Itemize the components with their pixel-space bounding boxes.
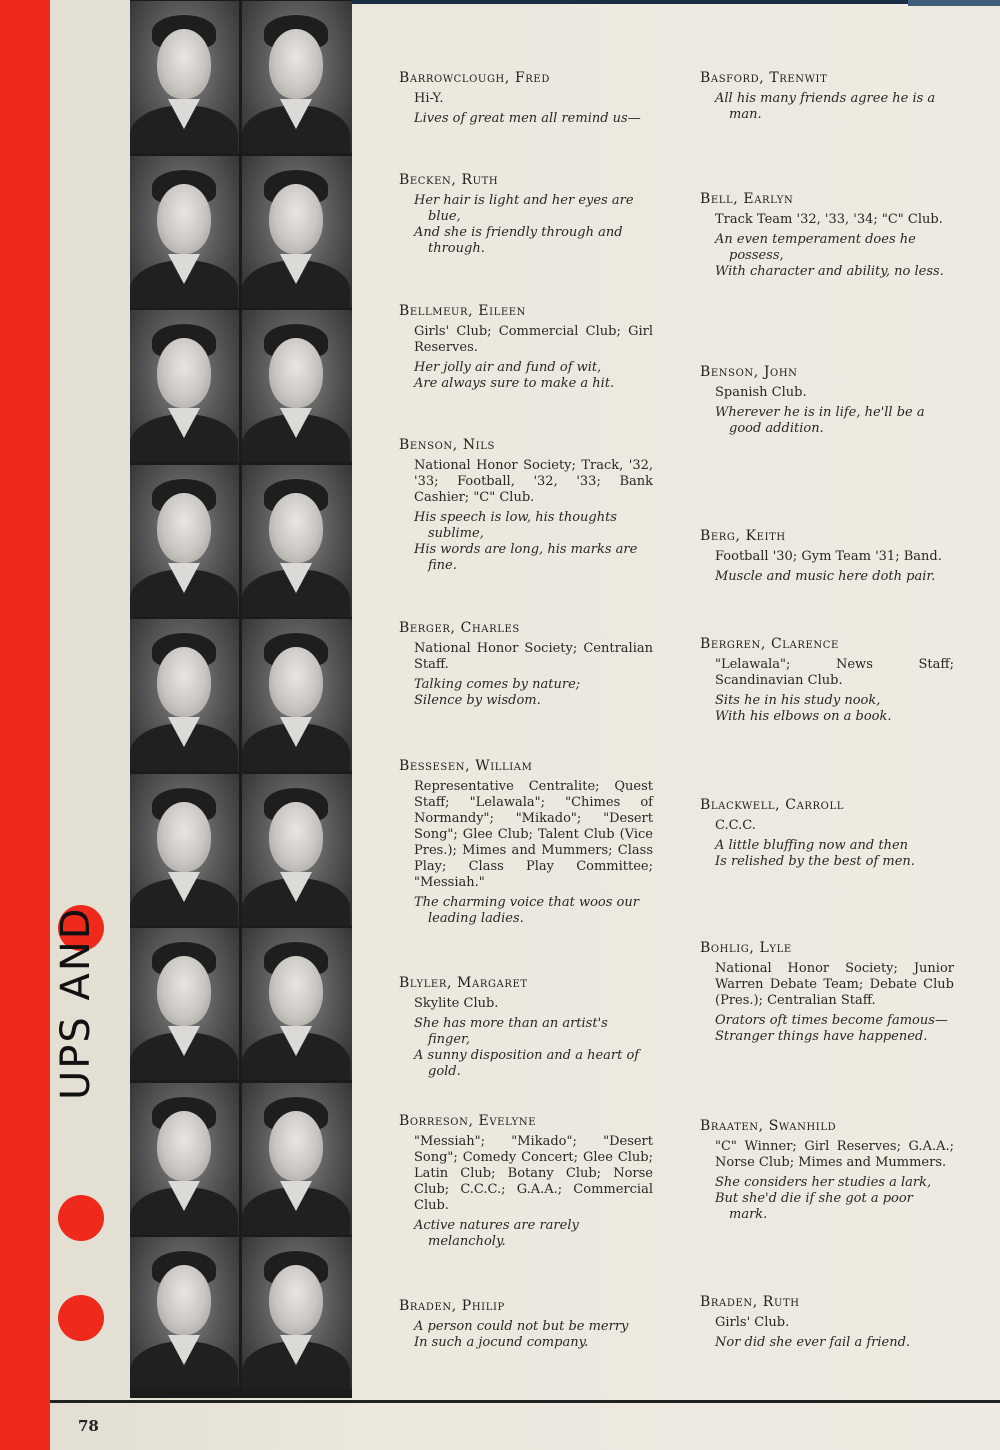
student-activities: Girls' Club. [715, 1315, 790, 1330]
student-name: Bergren, Clarence [700, 636, 839, 652]
student-portrait [130, 310, 239, 462]
student-portrait [242, 1083, 352, 1235]
student-verse [414, 1319, 653, 1351]
student-activities: Track Team '32, '33, '34; "C" Club. [715, 212, 943, 227]
student-portrait [130, 619, 239, 771]
student-portrait [130, 156, 239, 308]
verse-line: The charming voice that woos our leading ladies. [414, 895, 639, 926]
student-verse [414, 1218, 653, 1250]
verse-line: With his elbows on a book. [715, 709, 892, 724]
red-dot-icon [58, 1295, 104, 1341]
student-entry [700, 364, 954, 437]
student-portrait [130, 465, 239, 617]
top-rule [340, 0, 910, 4]
verse-line: Her hair is light and her eyes are blue, [414, 193, 634, 224]
student-activities: Football '30; Gym Team '31; Band. [715, 549, 942, 564]
student-entry [399, 620, 653, 709]
page-number: 78 [78, 1417, 99, 1435]
student-entry [399, 1113, 653, 1250]
student-portrait [130, 1083, 239, 1235]
verse-line: Orators oft times become famous— [715, 1013, 948, 1028]
student-name: Basford, Trenwit [700, 70, 828, 86]
student-name: Becken, Ruth [399, 172, 499, 188]
student-name: Benson, Nils [399, 437, 495, 453]
verse-line: Sits he in his study nook, [715, 693, 881, 708]
student-activities: National Honor Society; Junior Warren Debate Team; Debate Club (Pres.); Centralian Staff. [715, 961, 954, 1008]
student-entry [700, 1118, 954, 1223]
bottom-rule [50, 1400, 1000, 1403]
student-verse [414, 677, 653, 709]
verse-line: Are always sure to make a hit. [414, 376, 615, 391]
verse-line: A person could not but be merry [414, 1319, 629, 1334]
student-entry [700, 797, 954, 870]
student-portrait [242, 1, 352, 153]
verse-line: Is relished by the best of men. [715, 854, 915, 869]
student-portrait [242, 774, 352, 926]
student-entry [700, 636, 954, 725]
student-verse [414, 193, 653, 257]
student-activities: Skylite Club. [414, 996, 499, 1011]
student-activities: Girls' Club; Commercial Club; Girl Reserves. [414, 324, 653, 355]
student-entry [700, 1294, 954, 1351]
student-verse [715, 1175, 954, 1223]
student-portrait [130, 774, 239, 926]
student-portrait [242, 928, 352, 1080]
red-side-strip [0, 0, 50, 1450]
verse-line: Silence by wisdom. [414, 693, 541, 708]
verse-line: Active natures are rarely melancholy. [414, 1218, 579, 1249]
side-title-text: UPS AND [53, 906, 99, 1100]
verse-line: With character and ability, no less. [715, 264, 944, 279]
corner-accent [908, 0, 1000, 6]
verse-line: A sunny disposition and a heart of gold. [414, 1048, 640, 1079]
student-name: Berg, Keith [700, 528, 786, 544]
verse-line: Nor did she ever fail a friend. [715, 1335, 911, 1350]
student-name: Barrowclough, Fred [399, 70, 550, 86]
student-activities: "Messiah"; "Mikado"; "Desert Song"; Comedy Concert; Glee Club; Latin Club; Botany Club; Norse Club; C.C.C.; G.A.A.; Commercial Club. [414, 1134, 653, 1213]
red-dot-icon [58, 1195, 104, 1241]
student-verse [715, 569, 954, 585]
student-entry [700, 70, 954, 123]
student-activities: National Honor Society; Centralian Staff. [414, 641, 653, 672]
student-activities: C.C.C. [715, 818, 756, 833]
verse-line: She has more than an artist's finger, [414, 1016, 608, 1047]
verse-line: Talking comes by nature; [414, 677, 581, 692]
student-name: Borreson, Evelyne [399, 1113, 537, 1129]
student-verse [414, 360, 653, 392]
student-activities: Spanish Club. [715, 385, 807, 400]
portrait-grid [130, 0, 352, 1398]
student-entry [399, 303, 653, 392]
student-portrait [242, 310, 352, 462]
verse-line: Her jolly air and fund of wit, [414, 360, 602, 375]
student-entry [399, 758, 653, 927]
verse-line: His speech is low, his thoughts sublime, [414, 510, 617, 541]
student-entry [399, 437, 653, 574]
verse-line: She considers her studies a lark, [715, 1175, 932, 1190]
student-verse [715, 838, 954, 870]
student-activities: Hi-Y. [414, 91, 444, 106]
verse-line: Stranger things have happened. [715, 1029, 928, 1044]
student-portrait [130, 928, 239, 1080]
student-verse [414, 895, 653, 927]
student-portrait [130, 1, 239, 153]
student-verse [715, 232, 954, 280]
student-activities: "Lelawala"; News Staff; Scandinavian Club. [715, 657, 954, 688]
student-name: Berger, Charles [399, 620, 520, 636]
student-entry [399, 172, 653, 257]
student-entry [399, 975, 653, 1080]
verse-line: His words are long, his marks are fine. [414, 542, 638, 573]
student-entry [700, 528, 954, 585]
student-name: Bohlig, Lyle [700, 940, 792, 956]
student-entry [700, 191, 954, 280]
student-name: Braden, Ruth [700, 1294, 800, 1310]
verse-line: But she'd die if she got a poor mark. [715, 1191, 913, 1222]
verse-line: And she is friendly through and through. [414, 225, 623, 256]
student-portrait [130, 1237, 239, 1389]
student-activities: Representative Centralite; Quest Staff; "Lelawala"; "Chimes of Normandy"; "Mikado"; "Desert Song"; Glee Club; Talent Club (Vice Pres.); Mimes and Mummers; Class Play; Class Play Committee; "Messiah." [414, 779, 653, 890]
student-name: Benson, John [700, 364, 798, 380]
student-entry [399, 1298, 653, 1351]
verse-line: Lives of great men all remind us— [414, 111, 641, 126]
student-name: Blackwell, Carroll [700, 797, 844, 813]
verse-line: An even temperament does he possess, [715, 232, 916, 263]
verse-line: In such a jocund company. [414, 1335, 589, 1350]
student-name: Bell, Earlyn [700, 191, 794, 207]
verse-line: All his many friends agree he is a man. [715, 91, 936, 122]
student-portrait [242, 619, 352, 771]
student-verse [715, 405, 954, 437]
student-name: Bessesen, William [399, 758, 533, 774]
student-verse [715, 91, 954, 123]
student-verse [414, 111, 653, 127]
student-activities: "C" Winner; Girl Reserves; G.A.A.; Norse Club; Mimes and Mummers. [715, 1139, 954, 1170]
verse-line: Wherever he is in life, he'll be a good addition. [715, 405, 925, 436]
student-portrait [242, 1237, 352, 1389]
student-portrait [242, 465, 352, 617]
student-verse [715, 1335, 954, 1351]
verse-line: Muscle and music here doth pair. [715, 569, 936, 584]
verse-line: A little bluffing now and then [715, 838, 909, 853]
student-entry [399, 70, 653, 127]
student-name: Bellmeur, Eileen [399, 303, 527, 319]
side-title [53, 906, 113, 1100]
student-name: Braaten, Swanhild [700, 1118, 837, 1134]
student-entry [700, 940, 954, 1045]
student-activities: National Honor Society; Track, '32, '33; Football, '32, '33; Bank Cashier; "C" Club. [414, 458, 653, 505]
student-verse [715, 693, 954, 725]
student-name: Braden, Philip [399, 1298, 505, 1314]
student-verse [414, 510, 653, 574]
student-portrait [242, 156, 352, 308]
student-verse [414, 1016, 653, 1080]
student-name: Blyler, Margaret [399, 975, 528, 991]
student-verse [715, 1013, 954, 1045]
